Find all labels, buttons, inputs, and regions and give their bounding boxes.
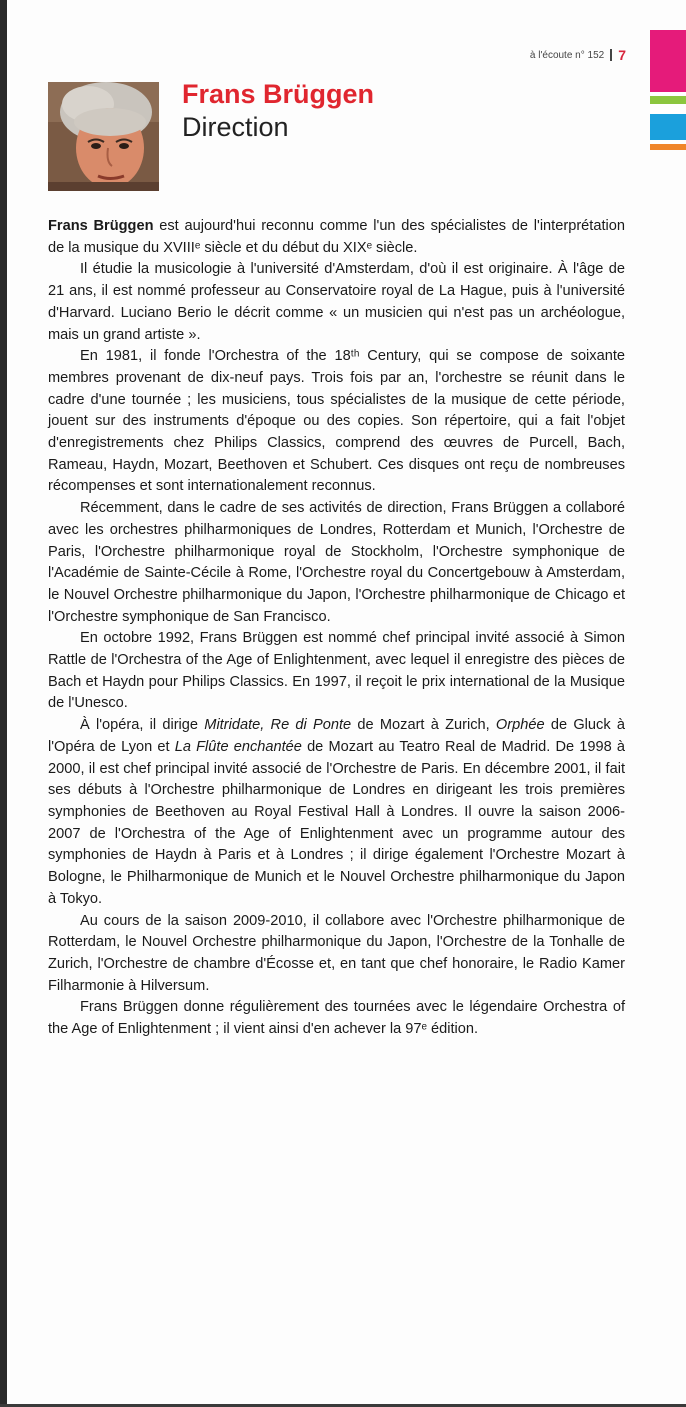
paragraph-4: Récemment, dans le cadre de ses activités de direction, Frans Brüggen a collaboré avec les orchestres philharmoniques de Londres, Rotterdam et Munich, l'Orchestre de Paris, l'Orchestre philharmonique royal de Stockholm, l'Orchestre symphonique de l'Académie de Sainte-Cécile à Rome, l'Orchestre royal du Concertgebouw à Amsterdam, le Nouvel Orchestre philharmonique du Japon, l'Orchestre philharmonique de Chicago et l'Orchestre symphonique de San Francisco. (48, 500, 625, 625)
tab-green (650, 96, 686, 104)
artist-name: Frans Brüggen (182, 79, 375, 109)
paragraph-6: À l'opéra, il dirige Mitridate, Re di Ponte de Mozart à Zurich, Orphée de Gluck à l'Opéra de Lyon et La Flûte enchantée de Mozart au Teatro Real de Madrid. De 1998 à 2000, il est chef principal invité associé de l'Orchestre de Paris. En décembre 2001, il fait ses débuts à l'Orchestre philharmonique de Londres en dirigeant les trois premières symphonies de Beethoven au Royal Festival Hall à Londres. Il ouvre la saison 2006-2007 de l'Orchestra of the Age of Enlightenment avec un programme autour des symphonies de Haydn à Paris et à Londres ; il dirige également l'Orchestre Mozart à Bologne, le Philharmonique de Munich et le Nouvel Orchestre philharmonique du Japon à Tokyo. (48, 717, 625, 907)
section-color-tabs (650, 30, 686, 150)
magazine-issue: à l'écoute n° 152 (529, 49, 605, 61)
paragraph-2: Il étudie la musicologie à l'université d'Amsterdam, d'où il est originaire. À l'âge de 21 ans, il est nommé professeur au Conservatoire royal de La Hague, puis à l'université d'Harvard. Luciano Berio le décrit comme « un musicien qui n'est pas un archéologue, mais un grand artiste ». (48, 261, 625, 343)
work-title: Orphée (495, 717, 545, 734)
scan-edge (0, 0, 7, 1407)
tab-blue (650, 114, 686, 140)
paragraph-5: En octobre 1992, Frans Brüggen est nommé chef principal invité associé à Simon Rattle de l'Orchestra of the Age of Enlightenment, avec lequel il enregistre des pièces de Bach et Haydn pour Philips Classics. En 1997, il reçoit le prix international de la Musique de l'Unesco. (48, 630, 625, 712)
paragraph-7: Au cours de la saison 2009-2010, il collabore avec l'Orchestre philharmonique de Rotterdam, le Nouvel Orchestre philharmonique du Japon, l'Orchestre de la Tonhalle de Zurich, l'Orchestre de chambre d'Écosse et, en tant que chef honoraire, le Radio Kamer Filharmonie à Hilversum. (48, 912, 625, 994)
artist-name-inline: Frans Brüggen (48, 218, 154, 234)
paragraph-1: Frans Brüggen est aujourd'hui reconnu comme l'un des spécialistes de l'interprétation de la musique du XVIIIᵉ siècle et du début du XIXᵉ siècle. (48, 218, 625, 256)
article-body (48, 216, 625, 1041)
header-separator (610, 49, 612, 61)
heading-block (182, 78, 374, 144)
page-number: 7 (618, 47, 626, 63)
portrait-photo (48, 82, 159, 191)
running-head (530, 47, 626, 63)
tab-orange (650, 144, 686, 150)
paragraph-8: Frans Brüggen donne régulièrement des tournées avec le légendaire Orchestra of the Age of Enlightenment ; il vient ainsi d'en achever la 97ᵉ édition. (48, 999, 625, 1038)
tab-pink (650, 30, 686, 92)
work-title: Mitridate, Re di Ponte (204, 717, 352, 734)
paragraph-3: En 1981, il fonde l'Orchestra of the 18ᵗʰ Century, qui se compose de soixante membres provenant de dix-neuf pays. Trois fois par an, l'orchestre se réunit dans le cadre d'une tournée ; les musiciens, tous spécialistes de la musique de cette période, jouent sur des instruments d'époque ou des copies. Son répertoire, qui a fait l'objet d'enregistrements chez Philips Classics, comprend des œuvres de Purcell, Bach, Rameau, Haydn, Mozart, Beethoven et Schubert. Ces disques ont reçu de nombreuses récompenses et sont internationalement reconnus. (48, 348, 625, 495)
portrait-icon (48, 82, 159, 191)
work-title: La Flûte enchantée (174, 738, 302, 755)
artist-role: Direction (182, 112, 289, 142)
